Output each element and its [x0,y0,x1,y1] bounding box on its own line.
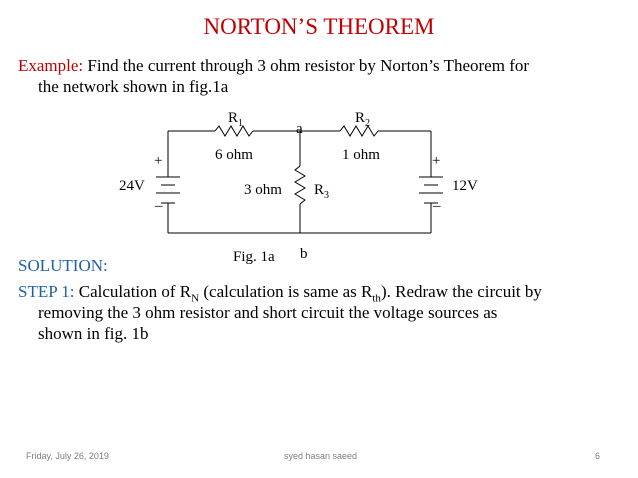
step-paragraph [18,281,630,344]
node-a-label: a [296,121,303,137]
solution-heading: SOLUTION: [18,256,108,275]
step-text-line2: removing the 3 ohm resistor and short circuit the voltage sources as [38,303,498,322]
v1-minus: _ [155,193,163,209]
r3-value: 3 ohm [244,182,282,198]
r2-label: $R_2$ [355,110,371,129]
slide-title: NORTON’S THEOREM [203,14,435,39]
example-text-line2: the network shown in fig.1a [38,77,229,96]
v1-label: 24V [119,178,145,194]
step-text-part2: (calculation is same as R [199,282,373,301]
step-label: STEP 1: [18,282,75,301]
example-label: Example: [18,56,84,75]
v2-plus: + [432,153,441,169]
step-text-part3: ). Redraw the circuit by [380,282,542,301]
resistor-r2 [340,126,378,136]
r1-value: 6 ohm [215,147,253,163]
v2-label: 12V [452,178,478,194]
r2-value: 1 ohm [342,147,380,163]
step-sub-n: N [191,292,200,305]
node-b-label: b [300,246,308,262]
figure-caption: Fig. 1a [233,249,275,265]
step-text-line3: shown in fig. 1b [38,324,149,343]
footer-date: Friday, July 26, 2019 [26,451,109,461]
example-text-line1: Find the current through 3 ohm resistor by Norton’s Theorem for [83,56,530,75]
r1-label: $R_1$ [228,110,244,129]
step-text-part1: Calculation of R [74,282,192,301]
v1-plus: + [154,153,163,169]
v2-minus: _ [433,193,441,209]
step-sub-th: th [372,292,381,305]
resistor-r1 [215,126,253,136]
footer-page-number: 6 [595,451,601,461]
resistor-r3 [295,166,305,204]
footer-author: syed hasan saeed [284,451,358,461]
r3-label: $R_3$ [314,182,330,201]
